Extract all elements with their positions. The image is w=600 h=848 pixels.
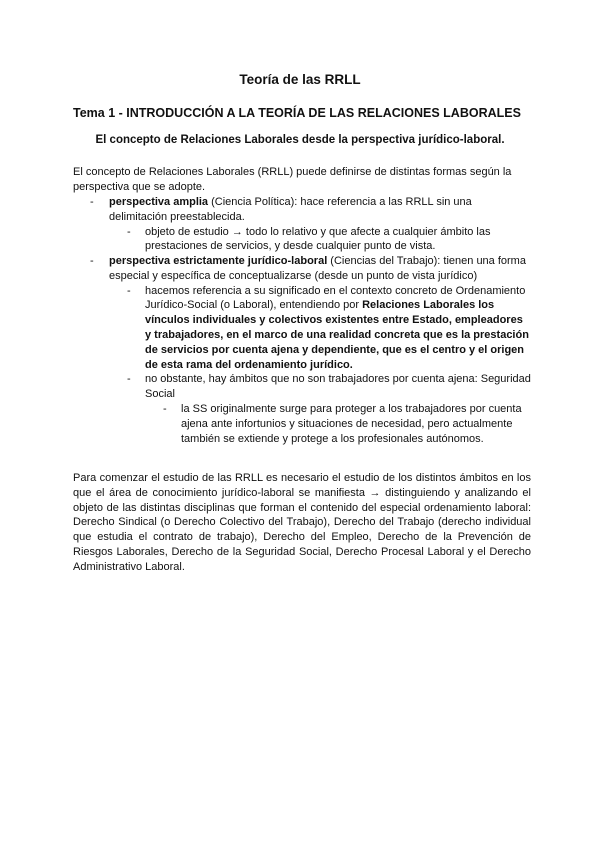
section-heading-text: INTRODUCCIÓN A LA TEORÍA DE LAS RELACIONES LABORALES: [126, 106, 521, 120]
bullet-dash: -: [90, 196, 94, 208]
estricta-sub1-plain: hacemos referencia a su significado en el contexto concreto de Ordenamiento Jurídico-Social (o Laboral), entendiendo por: [145, 284, 526, 312]
bullet-dash: -: [127, 225, 131, 238]
closing-paragraph: Para comenzar el estudio de las RRLL es necesario el estudio de los distintos ámbitos en los que el área de conocimiento jurídico-laboral se manifiesta → distinguiendo y analizando el objeto de las distintas disciplinas que forman el contenido del especial ordenamiento laboral: Derecho Sindical (o Derecho Colectivo del Trabajo), Derecho del Trabajo (derecho individual que estudia el contrato de trabajo), Derecho del Empleo, Derecho de la Prevención de Riesgos Laborales, Derecho de la Seguridad Social, Derecho Procesal Laboral y el Derecho Administrativo Laboral.: [73, 472, 531, 573]
document-title: Teoría de las RRLL: [239, 72, 361, 87]
bullet-dash: -: [127, 373, 131, 386]
list-subitem-amplia-1: [73, 225, 531, 255]
bullet-dash: -: [163, 402, 167, 415]
list-subitem-estricta-2: [73, 372, 531, 402]
estricta-sub1-bold: Relaciones Laborales los vínculos individuales y colectivos existentes entre Estado, empleadores y trabajadores, en el marco de una realidad concreta que es la prestación de servicios por cuenta ajena y dependiente, que es el centro y el origen de esta rama del ordenamiento jurídico.: [145, 299, 529, 371]
subsection-title: El concepto de Relaciones Laborales desde la perspectiva jurídico-laboral.: [95, 134, 505, 146]
amplia-sub1-text: objeto de estudio → todo lo relativo y que afecte a cualquier ámbito las prestaciones de servicios, y desde cualquier punto de vista.: [145, 225, 491, 253]
list-subitem-estricta-1: [73, 284, 531, 373]
list-item-estricta: [73, 254, 531, 446]
amplia-text: (Ciencia Política): hace referencia a las RRLL sin una delimitación preestablecida.: [109, 196, 472, 223]
section-heading-prefix: Tema 1 -: [73, 106, 127, 120]
estricta-sub2-sub1-text: la SS originalmente surge para proteger a los trabajadores por cuenta ajena ante infortunios y situaciones de necesidad, pero actualmente también se extiende y protege a los profesionales autónomos.: [181, 402, 522, 445]
list-subsubitem-estricta-2-1: [73, 402, 531, 446]
intro-paragraph: El concepto de Relaciones Laborales (RRLL) puede definirse de distintas formas según la perspectiva que se adopte.: [73, 166, 512, 193]
list-item-amplia: [73, 195, 531, 254]
estricta-heading: perspectiva estrictamente jurídico-laboral: [109, 255, 328, 267]
estricta-text: (Ciencias del Trabajo): tienen una forma especial y específica de conceptualizarse (desde un punto de vista jurídico): [109, 255, 526, 282]
amplia-heading: perspectiva amplia: [109, 196, 209, 208]
estricta-sub2-text: no obstante, hay ámbitos que no son trabajadores por cuenta ajena: Seguridad Social: [145, 373, 531, 401]
bullet-dash: -: [127, 284, 131, 297]
bullet-dash: -: [90, 255, 94, 267]
section-heading: [73, 106, 521, 120]
